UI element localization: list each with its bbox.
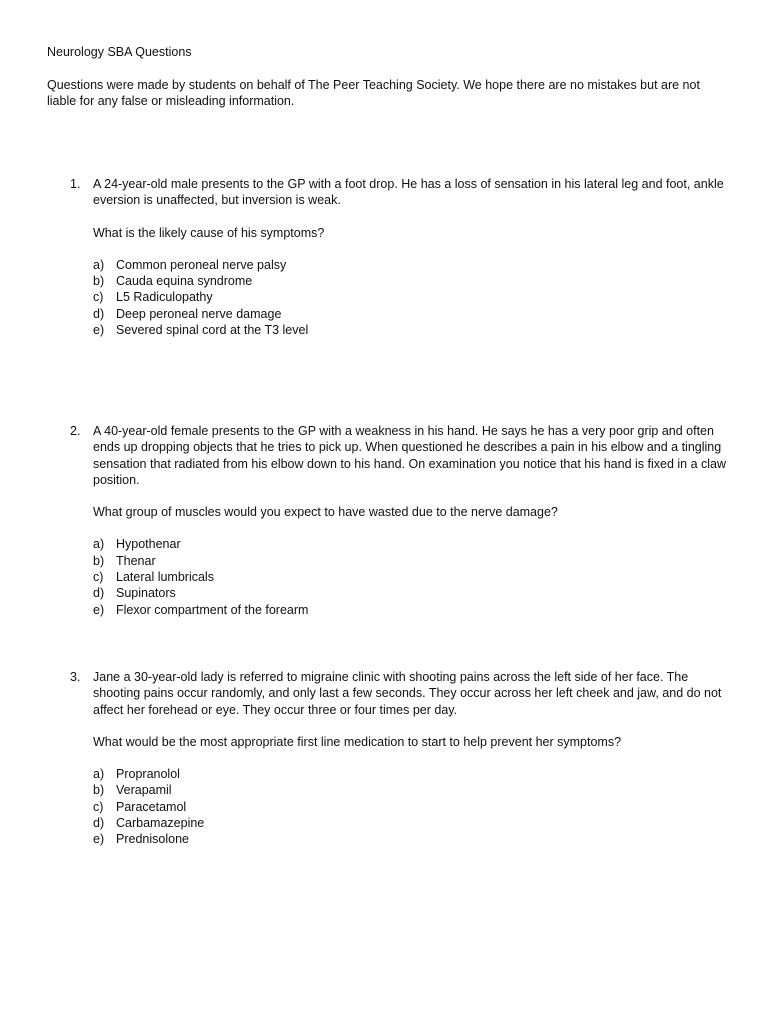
option-letter: e) [93, 602, 105, 617]
answer-option-a [93, 536, 730, 552]
question-prompt: What group of muscles would you expect to have wasted due to the nerve damage? [93, 505, 558, 520]
question-prompt: What is the likely cause of his symptoms? [93, 225, 325, 240]
question-number: 2. [70, 424, 81, 438]
answer-option-d [93, 585, 730, 601]
answer-option-e [93, 602, 730, 618]
question-3 [70, 669, 730, 848]
answer-options [93, 257, 730, 338]
answer-option-a [93, 766, 730, 782]
option-text: Cauda equina syndrome [116, 274, 253, 289]
document-title: Neurology SBA Questions [47, 45, 192, 59]
answer-option-c [93, 289, 730, 305]
answer-options [93, 536, 730, 617]
question-stem: A 24-year-old male presents to the GP with a foot drop. He has a loss of sensation in his lateral leg and foot, ankle eversion is unaffected, but inversion is weak. [93, 177, 724, 208]
option-letter: b) [93, 783, 105, 798]
answer-option-c [93, 799, 730, 815]
answer-option-d [93, 306, 730, 322]
question-number: 3. [70, 670, 81, 684]
disclaimer-text: Questions were made by students on behalf of The Peer Teaching Society. We hope there are no mistakes but are not liable for any false or misleading information. [47, 78, 700, 109]
option-text: Propranolol [116, 767, 180, 782]
answer-option-b [93, 553, 730, 569]
option-letter: c) [93, 290, 104, 305]
option-letter: d) [93, 306, 105, 321]
option-text: Prednisolone [116, 832, 189, 847]
option-letter: b) [93, 274, 105, 289]
option-letter: a) [93, 767, 105, 782]
answer-option-c [93, 569, 730, 585]
option-text: Flexor compartment of the forearm [116, 602, 309, 617]
option-text: Common peroneal nerve palsy [116, 257, 287, 272]
option-text: Supinators [116, 586, 176, 601]
option-text: Hypothenar [116, 537, 181, 552]
option-letter: b) [93, 553, 105, 568]
answer-option-d [93, 815, 730, 831]
option-text: Thenar [116, 553, 156, 568]
option-text: L5 Radiculopathy [116, 290, 213, 305]
option-letter: a) [93, 537, 105, 552]
answer-option-b [93, 273, 730, 289]
question-2 [70, 423, 730, 618]
option-text: Paracetamol [116, 799, 187, 814]
option-text: Carbamazepine [116, 816, 205, 831]
answer-options [93, 766, 730, 847]
answer-option-b [93, 782, 730, 798]
answer-option-e [93, 322, 730, 338]
question-prompt: What would be the most appropriate first line medication to start to help prevent her symptoms? [93, 734, 622, 749]
option-letter: c) [93, 799, 104, 814]
option-letter: e) [93, 323, 105, 338]
option-letter: c) [93, 570, 104, 585]
answer-option-e [93, 831, 730, 847]
option-text: Verapamil [116, 783, 172, 798]
question-number: 1. [70, 177, 81, 191]
question-1 [70, 176, 730, 338]
question-stem: Jane a 30-year-old lady is referred to migraine clinic with shooting pains across the left side of her face. The shooting pains occur randomly, and only last a few seconds. They occur across her left cheek and jaw, and do not affect her forehead or eye. They occur three or four times per day. [93, 670, 722, 717]
option-text: Deep peroneal nerve damage [116, 306, 282, 321]
option-text: Severed spinal cord at the T3 level [116, 323, 309, 338]
option-letter: d) [93, 816, 105, 831]
option-text: Lateral lumbricals [116, 570, 214, 585]
question-stem: A 40-year-old female presents to the GP with a weakness in his hand. He says he has a very poor grip and often ends up dropping objects that he tries to pick up. When questioned he describes a pain in his elbow and a tingling sensation that radiated from his elbow down to his hand. On examination you notice that his hand is fixed in a claw position. [93, 424, 727, 487]
option-letter: d) [93, 586, 105, 601]
option-letter: e) [93, 832, 105, 847]
answer-option-a [93, 257, 730, 273]
option-letter: a) [93, 257, 105, 272]
